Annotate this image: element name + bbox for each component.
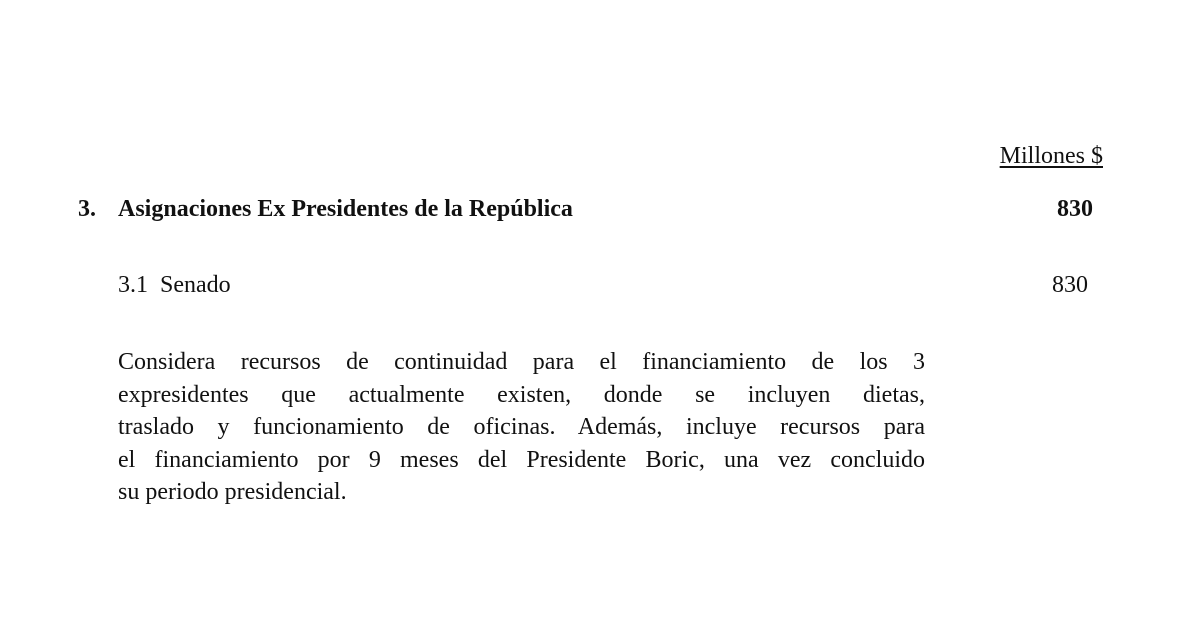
units-label: Millones $ xyxy=(999,143,1103,169)
description-line: el financiamiento por 9 meses del Presidente Boric, una vez concluido xyxy=(118,446,925,473)
section-title: Asignaciones Ex Presidentes de la República xyxy=(118,196,573,222)
section-number: 3. xyxy=(78,196,96,222)
description-line: su periodo presidencial. xyxy=(118,479,347,505)
section-total: 830 xyxy=(1057,196,1093,222)
description-line: traslado y funcionamiento de oficinas. Además, incluye recursos para xyxy=(118,414,925,440)
section-description xyxy=(118,346,925,509)
description-line: Considera recursos de continuidad para el financiamiento de los 3 xyxy=(118,349,925,375)
description-line: expresidentes que actualmente existen, donde se incluyen dietas, xyxy=(118,381,925,408)
subitem-value: 830 xyxy=(1052,272,1088,298)
subitem-label: 3.1 Senado xyxy=(118,272,231,298)
